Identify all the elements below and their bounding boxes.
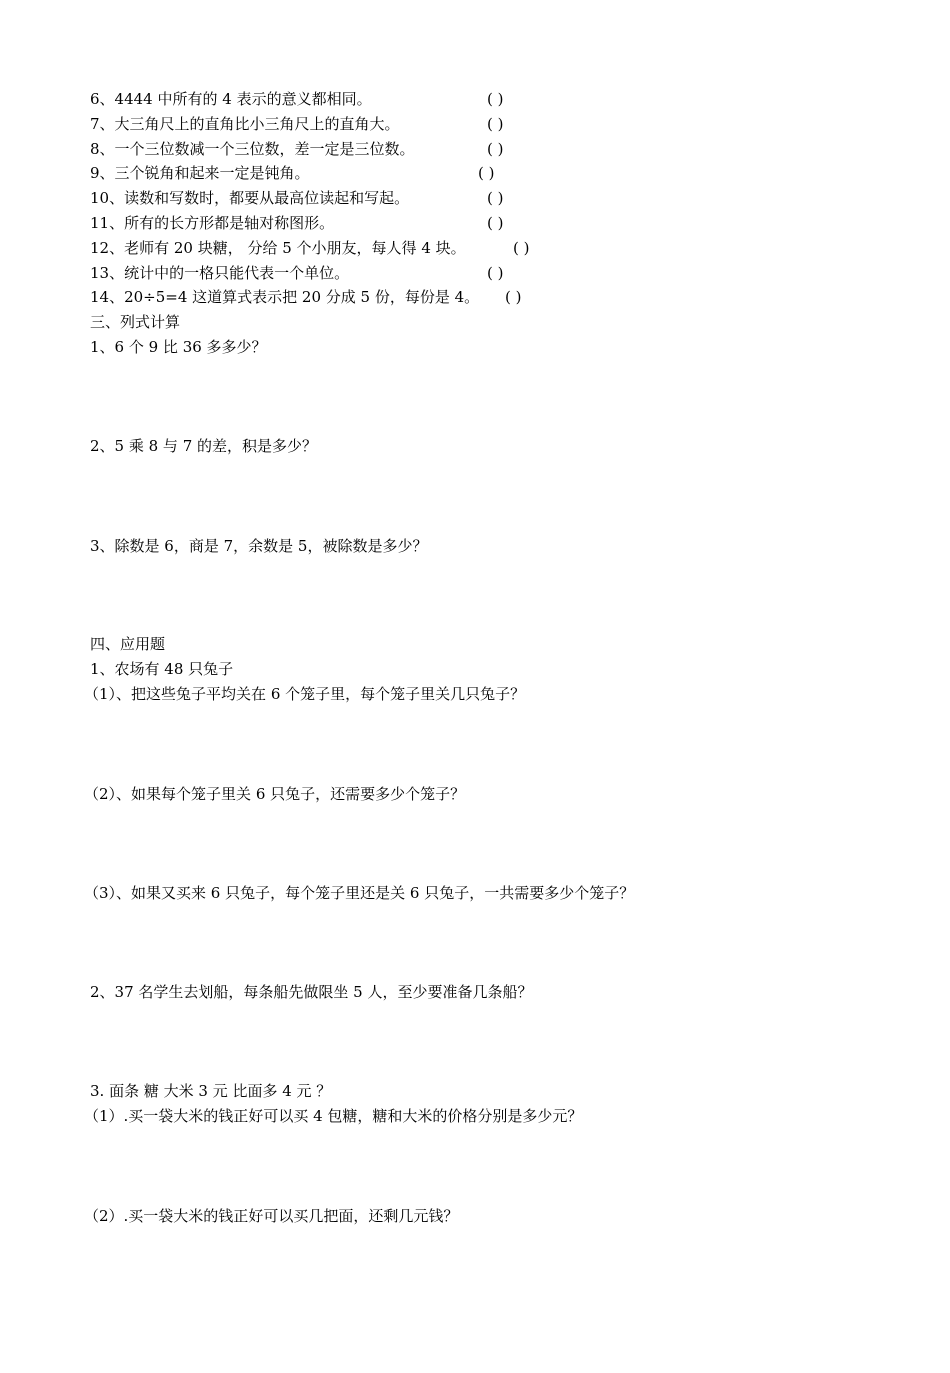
app-question-1-part-3: （3）、如果又买来 6 只兔子，每个笼子里还是关 6 只兔子，一共需要多少个笼子？ (84, 884, 635, 902)
judgement-item-11: 11、所有的长方形都是轴对称图形。 (90, 214, 335, 232)
judgement-item-10: 10、读数和写数时，都要从最高位读起和写起。 (90, 189, 410, 207)
answer-paren-7: ( ) (487, 115, 504, 133)
judgement-item-13: 13、统计中的一格只能代表一个单位。 (90, 264, 350, 282)
judgement-item-8: 8、一个三位数减一个三位数，差一定是三位数。 (90, 140, 415, 158)
judgement-item-9: 9、三个锐角和起来一定是钝角。 (90, 164, 310, 182)
judgement-item-6: 6、4444 中所有的 4 表示的意义都相同。 (90, 90, 372, 108)
answer-paren-6: ( ) (487, 90, 504, 108)
app-question-3: 3. 面条 糖 大米 3 元 比面多 4 元 ？ (90, 1082, 332, 1100)
section-title-application: 四、应用题 (90, 635, 166, 653)
answer-paren-10: ( ) (487, 189, 504, 207)
answer-paren-12: ( ) (513, 239, 530, 257)
calc-question-3: 3、除数是 6，商是 7，余数是 5，被除数是多少？ (90, 537, 428, 555)
calc-question-1: 1、6 个 9 比 36 多多少？ (90, 338, 267, 356)
answer-paren-13: ( ) (487, 264, 504, 282)
app-question-3-part-1: （1）.买一袋大米的钱正好可以买 4 包糖，糖和大米的价格分别是多少元？ (84, 1107, 583, 1125)
app-question-1: 1、农场有 48 只兔子 (90, 660, 234, 678)
app-question-3-part-2: （2）.买一袋大米的钱正好可以买几把面，还剩几元钱？ (84, 1207, 459, 1225)
judgement-item-14: 14、20÷5=4 这道算式表示把 20 分成 5 份，每份是 4。 (90, 288, 480, 306)
answer-paren-14: ( ) (505, 288, 522, 306)
calc-question-2: 2、5 乘 8 与 7 的差，积是多少？ (90, 437, 318, 455)
answer-paren-8: ( ) (487, 140, 504, 158)
judgement-item-12: 12、老师有 20 块糖， 分给 5 个小朋友，每人得 4 块。 (90, 239, 466, 257)
answer-paren-9: ( ) (478, 164, 495, 182)
app-question-2: 2、37 名学生去划船，每条船先做限坐 5 人，至少要准备几条船？ (90, 983, 533, 1001)
app-question-1-part-2: （2）、如果每个笼子里关 6 只兔子，还需要多少个笼子？ (84, 785, 466, 803)
section-title-calculation: 三、列式计算 (90, 313, 181, 331)
app-question-1-part-1: （1）、把这些兔子平均关在 6 个笼子里，每个笼子里关几只兔子？ (84, 685, 526, 703)
judgement-item-7: 7、大三角尺上的直角比小三角尺上的直角大。 (90, 115, 400, 133)
answer-paren-11: ( ) (487, 214, 504, 232)
